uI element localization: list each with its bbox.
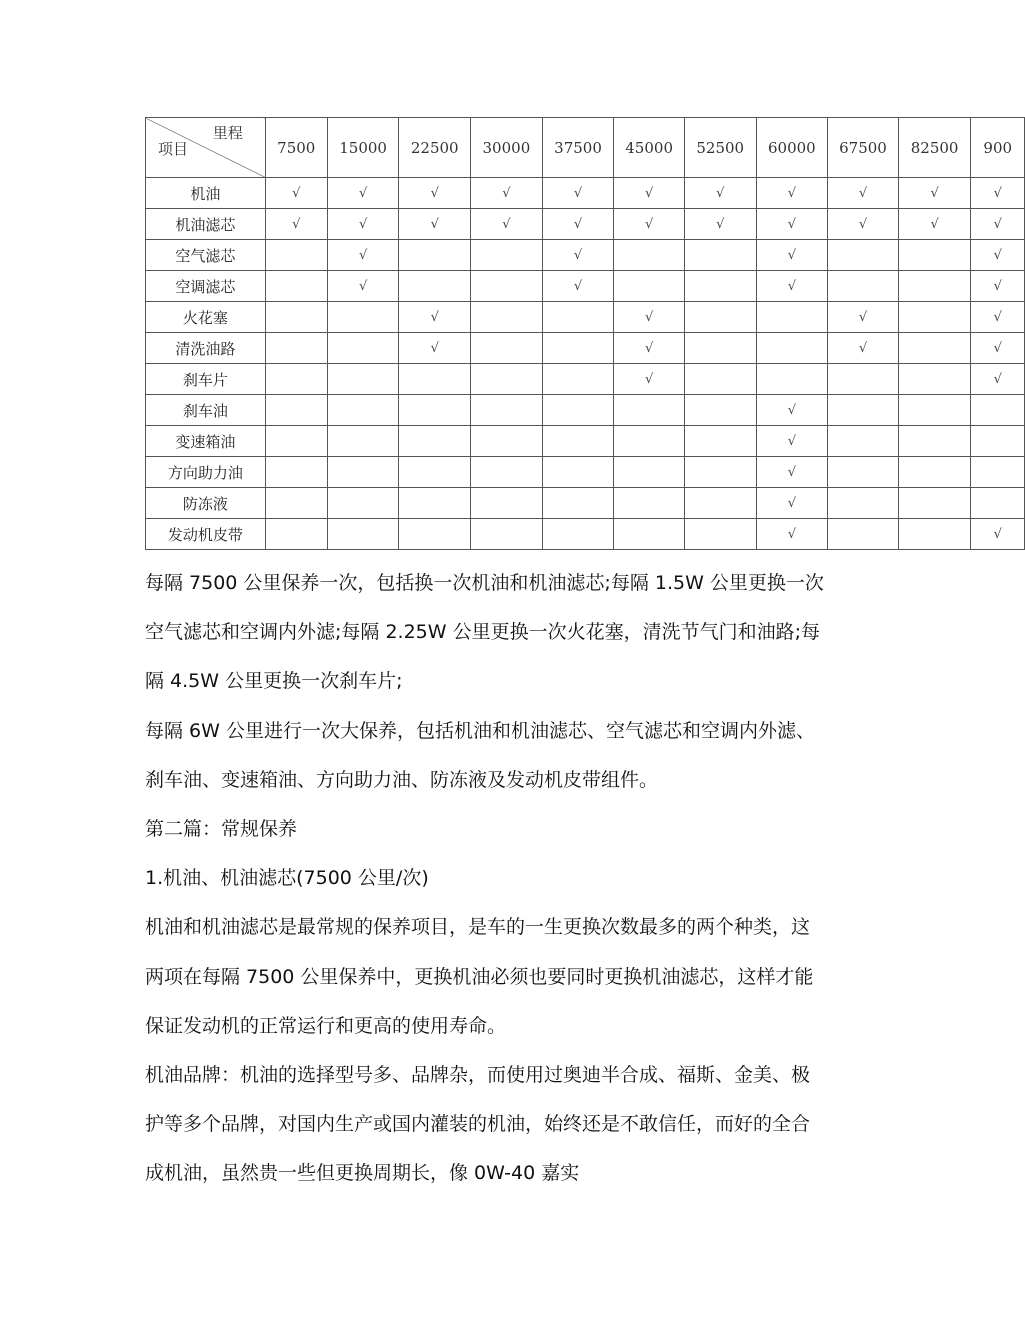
check-mark-cell: √ bbox=[971, 271, 1025, 302]
empty-cell bbox=[471, 333, 543, 364]
empty-cell bbox=[399, 426, 471, 457]
empty-cell bbox=[828, 364, 899, 395]
empty-cell bbox=[542, 519, 614, 550]
empty-cell bbox=[327, 488, 399, 519]
empty-cell bbox=[265, 426, 327, 457]
check-mark-cell: √ bbox=[756, 271, 828, 302]
empty-cell bbox=[828, 395, 899, 426]
item-name-cell: 防冻液 bbox=[146, 488, 266, 519]
item-name-cell: 刹车油 bbox=[146, 395, 266, 426]
empty-cell bbox=[471, 240, 543, 271]
check-mark-cell: √ bbox=[399, 333, 471, 364]
table-row bbox=[146, 178, 1025, 209]
empty-cell bbox=[971, 488, 1025, 519]
check-mark-cell: √ bbox=[542, 240, 614, 271]
empty-cell bbox=[684, 519, 756, 550]
empty-cell bbox=[614, 395, 685, 426]
check-mark-cell: √ bbox=[756, 209, 828, 240]
check-mark-cell: √ bbox=[265, 209, 327, 240]
empty-cell bbox=[898, 457, 971, 488]
empty-cell bbox=[542, 302, 614, 333]
empty-cell bbox=[265, 240, 327, 271]
empty-cell bbox=[828, 426, 899, 457]
check-mark-cell: √ bbox=[327, 209, 399, 240]
header-mileage-label: 里程 bbox=[212, 124, 243, 142]
check-mark-cell: √ bbox=[756, 488, 828, 519]
empty-cell bbox=[614, 271, 685, 302]
empty-cell bbox=[265, 271, 327, 302]
empty-cell bbox=[684, 426, 756, 457]
empty-cell bbox=[614, 488, 685, 519]
empty-cell bbox=[399, 488, 471, 519]
empty-cell bbox=[684, 333, 756, 364]
paragraph-oil-brand: 机油品牌：机油的选择型号多、品牌杂，而使用过奥迪半合成、福斯、金美、极护等多个品牌，对国内生产或国内灌装的机油，始终还是不敢信任，而好的全合成机油，虽然贵一些但更换周期长，像 0W-40 嘉实 bbox=[145, 1064, 811, 1185]
table-header-row bbox=[146, 118, 1025, 178]
empty-cell bbox=[828, 457, 899, 488]
empty-cell bbox=[471, 519, 543, 550]
empty-cell bbox=[471, 488, 543, 519]
check-mark-cell: √ bbox=[898, 209, 971, 240]
maintenance-schedule-table bbox=[145, 117, 1013, 554]
table-row bbox=[146, 364, 1025, 395]
mileage-header: 22500 bbox=[399, 118, 471, 178]
empty-cell bbox=[898, 395, 971, 426]
item-name-cell: 方向助力油 bbox=[146, 457, 266, 488]
check-mark-cell: √ bbox=[828, 178, 899, 209]
empty-cell bbox=[898, 488, 971, 519]
empty-cell bbox=[898, 364, 971, 395]
empty-cell bbox=[898, 302, 971, 333]
empty-cell bbox=[327, 333, 399, 364]
check-mark-cell: √ bbox=[471, 209, 543, 240]
empty-cell bbox=[399, 395, 471, 426]
check-mark-cell: √ bbox=[971, 333, 1025, 364]
check-mark-cell: √ bbox=[971, 240, 1025, 271]
empty-cell bbox=[684, 457, 756, 488]
mileage-header: 900 bbox=[971, 118, 1025, 178]
check-mark-cell: √ bbox=[614, 178, 685, 209]
check-mark-cell: √ bbox=[828, 333, 899, 364]
empty-cell bbox=[327, 395, 399, 426]
empty-cell bbox=[265, 333, 327, 364]
mileage-header: 37500 bbox=[542, 118, 614, 178]
mileage-header: 15000 bbox=[327, 118, 399, 178]
section-heading: 第二篇：常规保养 bbox=[145, 818, 298, 841]
item-name-cell: 空调滤芯 bbox=[146, 271, 266, 302]
empty-cell bbox=[471, 302, 543, 333]
table-row bbox=[146, 333, 1025, 364]
empty-cell bbox=[684, 240, 756, 271]
empty-cell bbox=[327, 426, 399, 457]
empty-cell bbox=[327, 519, 399, 550]
check-mark-cell: √ bbox=[542, 271, 614, 302]
empty-cell bbox=[265, 488, 327, 519]
empty-cell bbox=[542, 333, 614, 364]
empty-cell bbox=[327, 457, 399, 488]
empty-cell bbox=[327, 364, 399, 395]
empty-cell bbox=[898, 240, 971, 271]
check-mark-cell: √ bbox=[756, 426, 828, 457]
empty-cell bbox=[898, 519, 971, 550]
item-name-cell: 机油滤芯 bbox=[146, 209, 266, 240]
check-mark-cell: √ bbox=[684, 209, 756, 240]
empty-cell bbox=[542, 395, 614, 426]
paragraph-major-service: 每隔 6W 公里进行一次大保养，包括机油和机油滤芯、空气滤芯和空调内外滤、刹车油、变速箱油、方向助力油、防冻液及发动机皮带组件。 bbox=[145, 719, 815, 791]
empty-cell bbox=[542, 364, 614, 395]
empty-cell bbox=[756, 302, 828, 333]
item-name-cell: 清洗油路 bbox=[146, 333, 266, 364]
item-name-cell: 机油 bbox=[146, 178, 266, 209]
check-mark-cell: √ bbox=[828, 302, 899, 333]
subsection-heading: 1.机油、机油滤芯(7500 公里/次) bbox=[145, 867, 429, 890]
check-mark-cell: √ bbox=[327, 271, 399, 302]
check-mark-cell: √ bbox=[971, 519, 1025, 550]
mileage-header: 30000 bbox=[471, 118, 543, 178]
mileage-header: 82500 bbox=[898, 118, 971, 178]
mileage-header: 67500 bbox=[828, 118, 899, 178]
empty-cell bbox=[828, 488, 899, 519]
empty-cell bbox=[399, 519, 471, 550]
empty-cell bbox=[399, 364, 471, 395]
table-row bbox=[146, 271, 1025, 302]
check-mark-cell: √ bbox=[828, 209, 899, 240]
paragraph-intervals: 每隔 7500 公里保养一次，包括换一次机油和机油滤芯;每隔 1.5W 公里更换一次空气滤芯和空调内外滤;每隔 2.25W 公里更换一次火花塞，清洗节气门和油路;每隔 4.5W 公里更换一次刹车片; bbox=[145, 572, 824, 693]
empty-cell bbox=[265, 395, 327, 426]
mileage-header: 45000 bbox=[614, 118, 685, 178]
empty-cell bbox=[684, 395, 756, 426]
check-mark-cell: √ bbox=[756, 395, 828, 426]
empty-cell bbox=[471, 364, 543, 395]
empty-cell bbox=[971, 426, 1025, 457]
check-mark-cell: √ bbox=[327, 240, 399, 271]
empty-cell bbox=[471, 426, 543, 457]
empty-cell bbox=[265, 457, 327, 488]
table-row bbox=[146, 426, 1025, 457]
check-mark-cell: √ bbox=[399, 209, 471, 240]
check-mark-cell: √ bbox=[756, 178, 828, 209]
mileage-header: 60000 bbox=[756, 118, 828, 178]
empty-cell bbox=[614, 426, 685, 457]
table-row bbox=[146, 488, 1025, 519]
check-mark-cell: √ bbox=[265, 178, 327, 209]
empty-cell bbox=[265, 519, 327, 550]
empty-cell bbox=[614, 519, 685, 550]
empty-cell bbox=[756, 333, 828, 364]
empty-cell bbox=[327, 302, 399, 333]
empty-cell bbox=[542, 426, 614, 457]
check-mark-cell: √ bbox=[971, 178, 1025, 209]
item-name-cell: 空气滤芯 bbox=[146, 240, 266, 271]
empty-cell bbox=[265, 302, 327, 333]
check-mark-cell: √ bbox=[399, 178, 471, 209]
check-mark-cell: √ bbox=[471, 178, 543, 209]
empty-cell bbox=[399, 240, 471, 271]
item-name-cell: 变速箱油 bbox=[146, 426, 266, 457]
empty-cell bbox=[684, 271, 756, 302]
check-mark-cell: √ bbox=[399, 302, 471, 333]
empty-cell bbox=[471, 457, 543, 488]
empty-cell bbox=[828, 519, 899, 550]
empty-cell bbox=[971, 457, 1025, 488]
mileage-header: 7500 bbox=[265, 118, 327, 178]
empty-cell bbox=[828, 271, 899, 302]
empty-cell bbox=[542, 457, 614, 488]
table-row bbox=[146, 395, 1025, 426]
check-mark-cell: √ bbox=[327, 178, 399, 209]
check-mark-cell: √ bbox=[542, 178, 614, 209]
check-mark-cell: √ bbox=[971, 209, 1025, 240]
empty-cell bbox=[684, 302, 756, 333]
empty-cell bbox=[471, 395, 543, 426]
check-mark-cell: √ bbox=[684, 178, 756, 209]
empty-cell bbox=[828, 240, 899, 271]
empty-cell bbox=[542, 488, 614, 519]
empty-cell bbox=[756, 364, 828, 395]
empty-cell bbox=[265, 364, 327, 395]
table-row bbox=[146, 240, 1025, 271]
header-item-label: 项目 bbox=[158, 140, 189, 158]
empty-cell bbox=[614, 457, 685, 488]
check-mark-cell: √ bbox=[614, 333, 685, 364]
check-mark-cell: √ bbox=[542, 209, 614, 240]
empty-cell bbox=[971, 395, 1025, 426]
empty-cell bbox=[898, 426, 971, 457]
check-mark-cell: √ bbox=[971, 364, 1025, 395]
check-mark-cell: √ bbox=[756, 519, 828, 550]
item-name-cell: 发动机皮带 bbox=[146, 519, 266, 550]
paragraph-oil-filter: 机油和机油滤芯是最常规的保养项目，是车的一生更换次数最多的两个种类，这两项在每隔 7500 公里保养中，更换机油必须也要同时更换机油滤芯，这样才能保证发动机的正常运行和更高的使用寿命。 bbox=[145, 916, 814, 1037]
table-row bbox=[146, 209, 1025, 240]
check-mark-cell: √ bbox=[898, 178, 971, 209]
empty-cell bbox=[399, 271, 471, 302]
body-text bbox=[145, 559, 825, 1199]
item-name-cell: 火花塞 bbox=[146, 302, 266, 333]
check-mark-cell: √ bbox=[756, 457, 828, 488]
table-row bbox=[146, 519, 1025, 550]
check-mark-cell: √ bbox=[756, 240, 828, 271]
empty-cell bbox=[684, 488, 756, 519]
check-mark-cell: √ bbox=[614, 302, 685, 333]
empty-cell bbox=[898, 333, 971, 364]
item-name-cell: 刹车片 bbox=[146, 364, 266, 395]
empty-cell bbox=[471, 271, 543, 302]
diagonal-header-cell bbox=[146, 118, 266, 178]
mileage-header: 52500 bbox=[684, 118, 756, 178]
empty-cell bbox=[399, 457, 471, 488]
empty-cell bbox=[614, 240, 685, 271]
check-mark-cell: √ bbox=[971, 302, 1025, 333]
check-mark-cell: √ bbox=[614, 209, 685, 240]
table-row bbox=[146, 302, 1025, 333]
check-mark-cell: √ bbox=[614, 364, 685, 395]
empty-cell bbox=[684, 364, 756, 395]
table-row bbox=[146, 457, 1025, 488]
empty-cell bbox=[898, 271, 971, 302]
